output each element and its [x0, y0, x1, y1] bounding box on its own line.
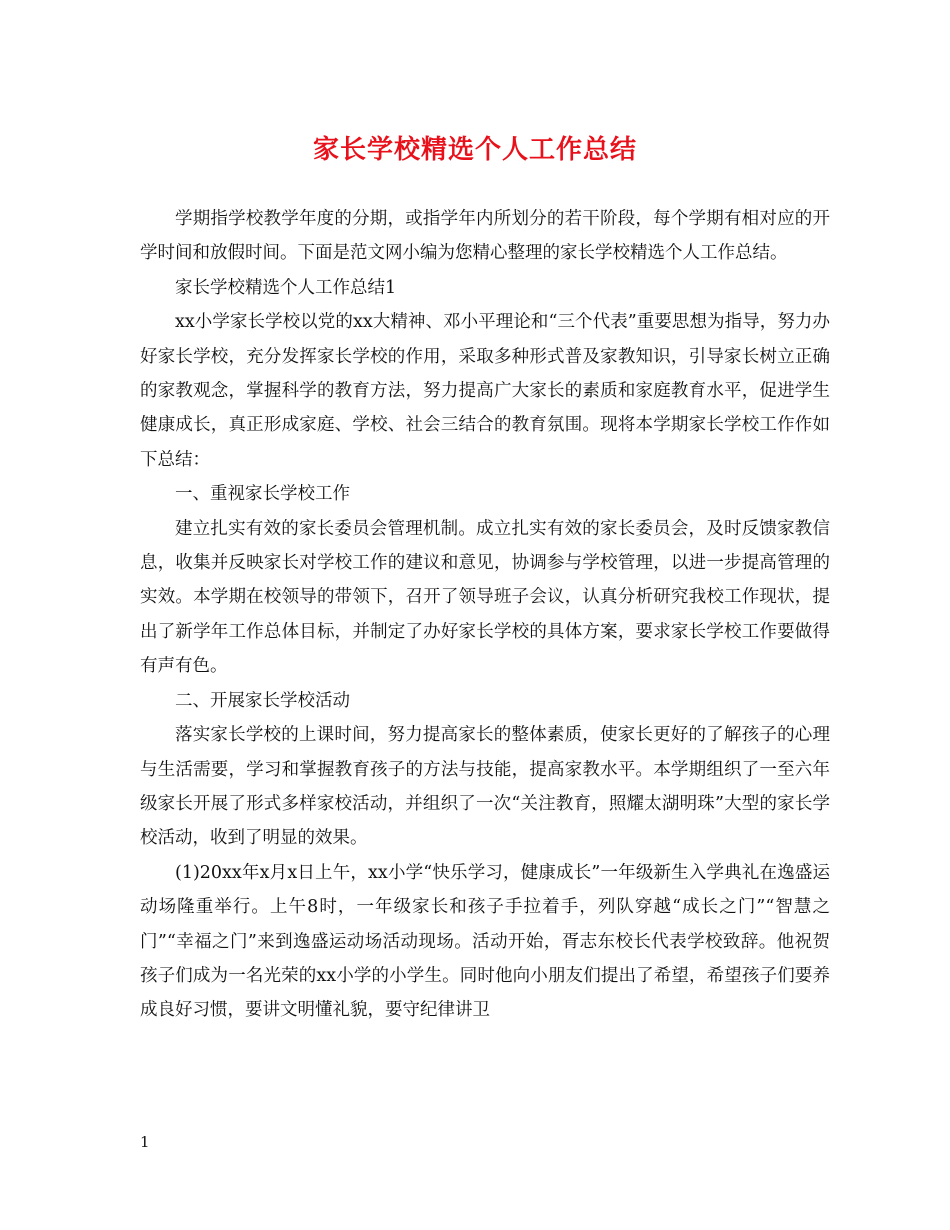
section-heading-summary-1: 家长学校精选个人工作总结1	[175, 277, 397, 298]
document-body	[140, 202, 830, 1028]
body-paragraph: 落实家长学校的上课时间，努力提高家长的整体素质，使家长更好的了解孩子的心理与生活需要，学习和掌握教育孩子的方法与技能，提高家教水平。本学期组织了一至六年级家长开展了形式多样家校活动，并组织了一次“关注教育，照耀太湖明珠”大型的家长学校活动，收到了明显的效果。	[140, 725, 830, 849]
document-title: 家长学校精选个人工作总结	[312, 135, 637, 165]
body-paragraph: xx小学家长学校以党的xx大精神、邓小平理论和“三个代表”重要思想为指导，努力办好家长学校，充分发挥家长学校的作用，采取多种形式普及家教知识，引导家长树立正确的家教观念，掌握科学的教育方法，努力提高广大家长的素质和家庭教育水平，促进学生健康成长，真正形成家庭、学校、社会三结合的教育氛围。现将本学期家长学校工作作如下总结：	[140, 312, 830, 470]
section-heading-1: 一、重视家长学校工作	[175, 484, 350, 505]
page-number: 1	[140, 1133, 150, 1151]
body-paragraph: (1)20xx年x月x日上午，xx小学“快乐学习，健康成长”一年级新生入学典礼在逸盛运动场隆重举行。上午8时，一年级家长和孩子手拉着手，列队穿越“成长之门”“智慧之门”“幸福之门”来到逸盛运动场活动现场。活动开始，胥志东校长代表学校致辞。他祝贺孩子们成为一名光荣的xx小学的小学生。同时他向小朋友们提出了希望，希望孩子们要养成良好习惯，要讲文明懂礼貌，要守纪律讲卫	[140, 862, 830, 1021]
body-paragraph: 建立扎实有效的家长委员会管理机制。成立扎实有效的家长委员会，及时反馈家教信息，收集并反映家长对学校工作的建议和意见，协调参与学校管理，以进一步提高管理的实效。本学期在校领导的带领下，召开了领导班子会议，认真分析研究我校工作现状，提出了新学年工作总体目标，并制定了办好家长学校的具体方案，要求家长学校工作要做得有声有色。	[140, 518, 830, 677]
intro-paragraph: 学期指学校教学年度的分期，或指学年内所划分的若干阶段，每个学期有相对应的开学时间和放假时间。下面是范文网小编为您精心整理的家长学校精选个人工作总结。	[140, 209, 830, 264]
section-heading-2: 二、开展家长学校活动	[175, 690, 350, 711]
